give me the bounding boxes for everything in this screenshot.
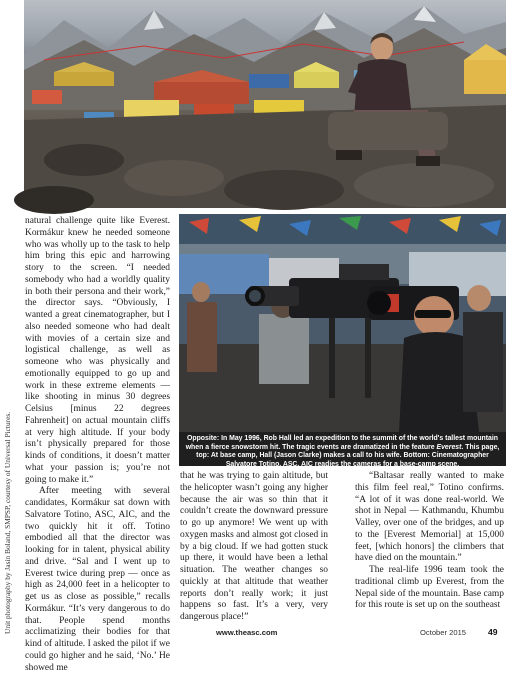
article-column-1 bbox=[25, 216, 170, 673]
photo-caption bbox=[179, 432, 506, 466]
footer-date: October 2015 bbox=[420, 628, 467, 637]
paragraph: “Baltasar really wanted to make this film feel real,” Totino confirms. “A lot of it was done real-world. We shot in Nepal — Kathmandu, Khumbu Valley, over one of the bridges, and up to the [Everest Memorial] at 15,000 feet, [which honors] the climbers that have died on the mountain.” bbox=[355, 471, 504, 564]
article-column-2 bbox=[180, 471, 328, 623]
caption-text-1: Opposite: In May 1996, Rob Hall led an expedition to the summit of the world's tallest mountain when a fierce snowstorm hit. The tragic events are dramatized in the feature bbox=[185, 435, 498, 451]
base-camp-illustration bbox=[24, 0, 506, 208]
paragraph: The real-life 1996 team took the traditional climb up Everest, from the Nepal side of the mountain. Base camp for this route is set up on the southeast bbox=[355, 565, 504, 611]
page-footer bbox=[0, 626, 506, 640]
paragraph: After meeting with several candidates, Kormákur sat down with Salvatore Totino, ASC, AIC, and the two quickly hit it off. Totino embodied all that the director was looking for in talent, physical ability and drive. “Sal and I went up to Everest twice during prep — once as high as 24,000 feet in a helicopter to get us as close as possible,” recalls Kormákur. “It’s very dangerous to do that. People spend months acclimatizing their bodies for that kind of altitude. I asked the pilot if we could go higher and he said, ‘No.’ He showed me bbox=[25, 486, 170, 673]
article-column-3 bbox=[355, 471, 504, 623]
base-camp-photo bbox=[24, 0, 506, 208]
camera-crew-illustration bbox=[179, 214, 506, 432]
page-number: 49 bbox=[488, 627, 498, 637]
caption-text-2: . This page, top: At base camp, Hall (Jason Clarke) makes a call to his wife. Bottom: Cinematographer Salvatore Totino, ASC, AIC readies the cameras for a base-camp scene. bbox=[196, 443, 500, 468]
paragraph: natural challenge quite like Everest. Kormákur knew he needed someone who was wholly up to the task to help him bring this epic and harrowing story to the screen. “I needed somebody who had a worldly quality in both their persona and their work,” the director says. “Obviously, I wanted a great cinematographer, but I also needed someone who had dealt with movies of a certain size and logistical challenge, as well as someone who was physically and emotionally equipped to go up and work in these extreme elements — like shooting in minus 30 degrees Celsius [minus 22 degrees Fahrenheit] on actual mountain cliffs at very high altitude. If your body isn’t physically prepared for those kinds of conditions, it doesn’t matter what your passion is; you’re not going to make it.” bbox=[25, 216, 170, 485]
photo-credit: Unit photography by Jasin Boland, SMPSP, courtesy of Universal Pictures. bbox=[3, 411, 12, 634]
caption-film-title: Everest bbox=[436, 443, 462, 451]
camera-crew-photo bbox=[179, 214, 506, 432]
footer-url: www.theasc.com bbox=[216, 628, 278, 637]
paragraph: that he was trying to gain altitude, but the helicopter wasn’t going any higher because the air was so thin that it couldn’t create the downward pressure to go up anymore! We went up with oxygen masks and almost got closed in by a big cloud. If we had gotten stuck up there, it would have been a lethal situation. The weather changes so quickly at that altitude that weather reports don’t really work; it just happens so fast. It’s a very, very dangerous place!” bbox=[180, 471, 328, 622]
